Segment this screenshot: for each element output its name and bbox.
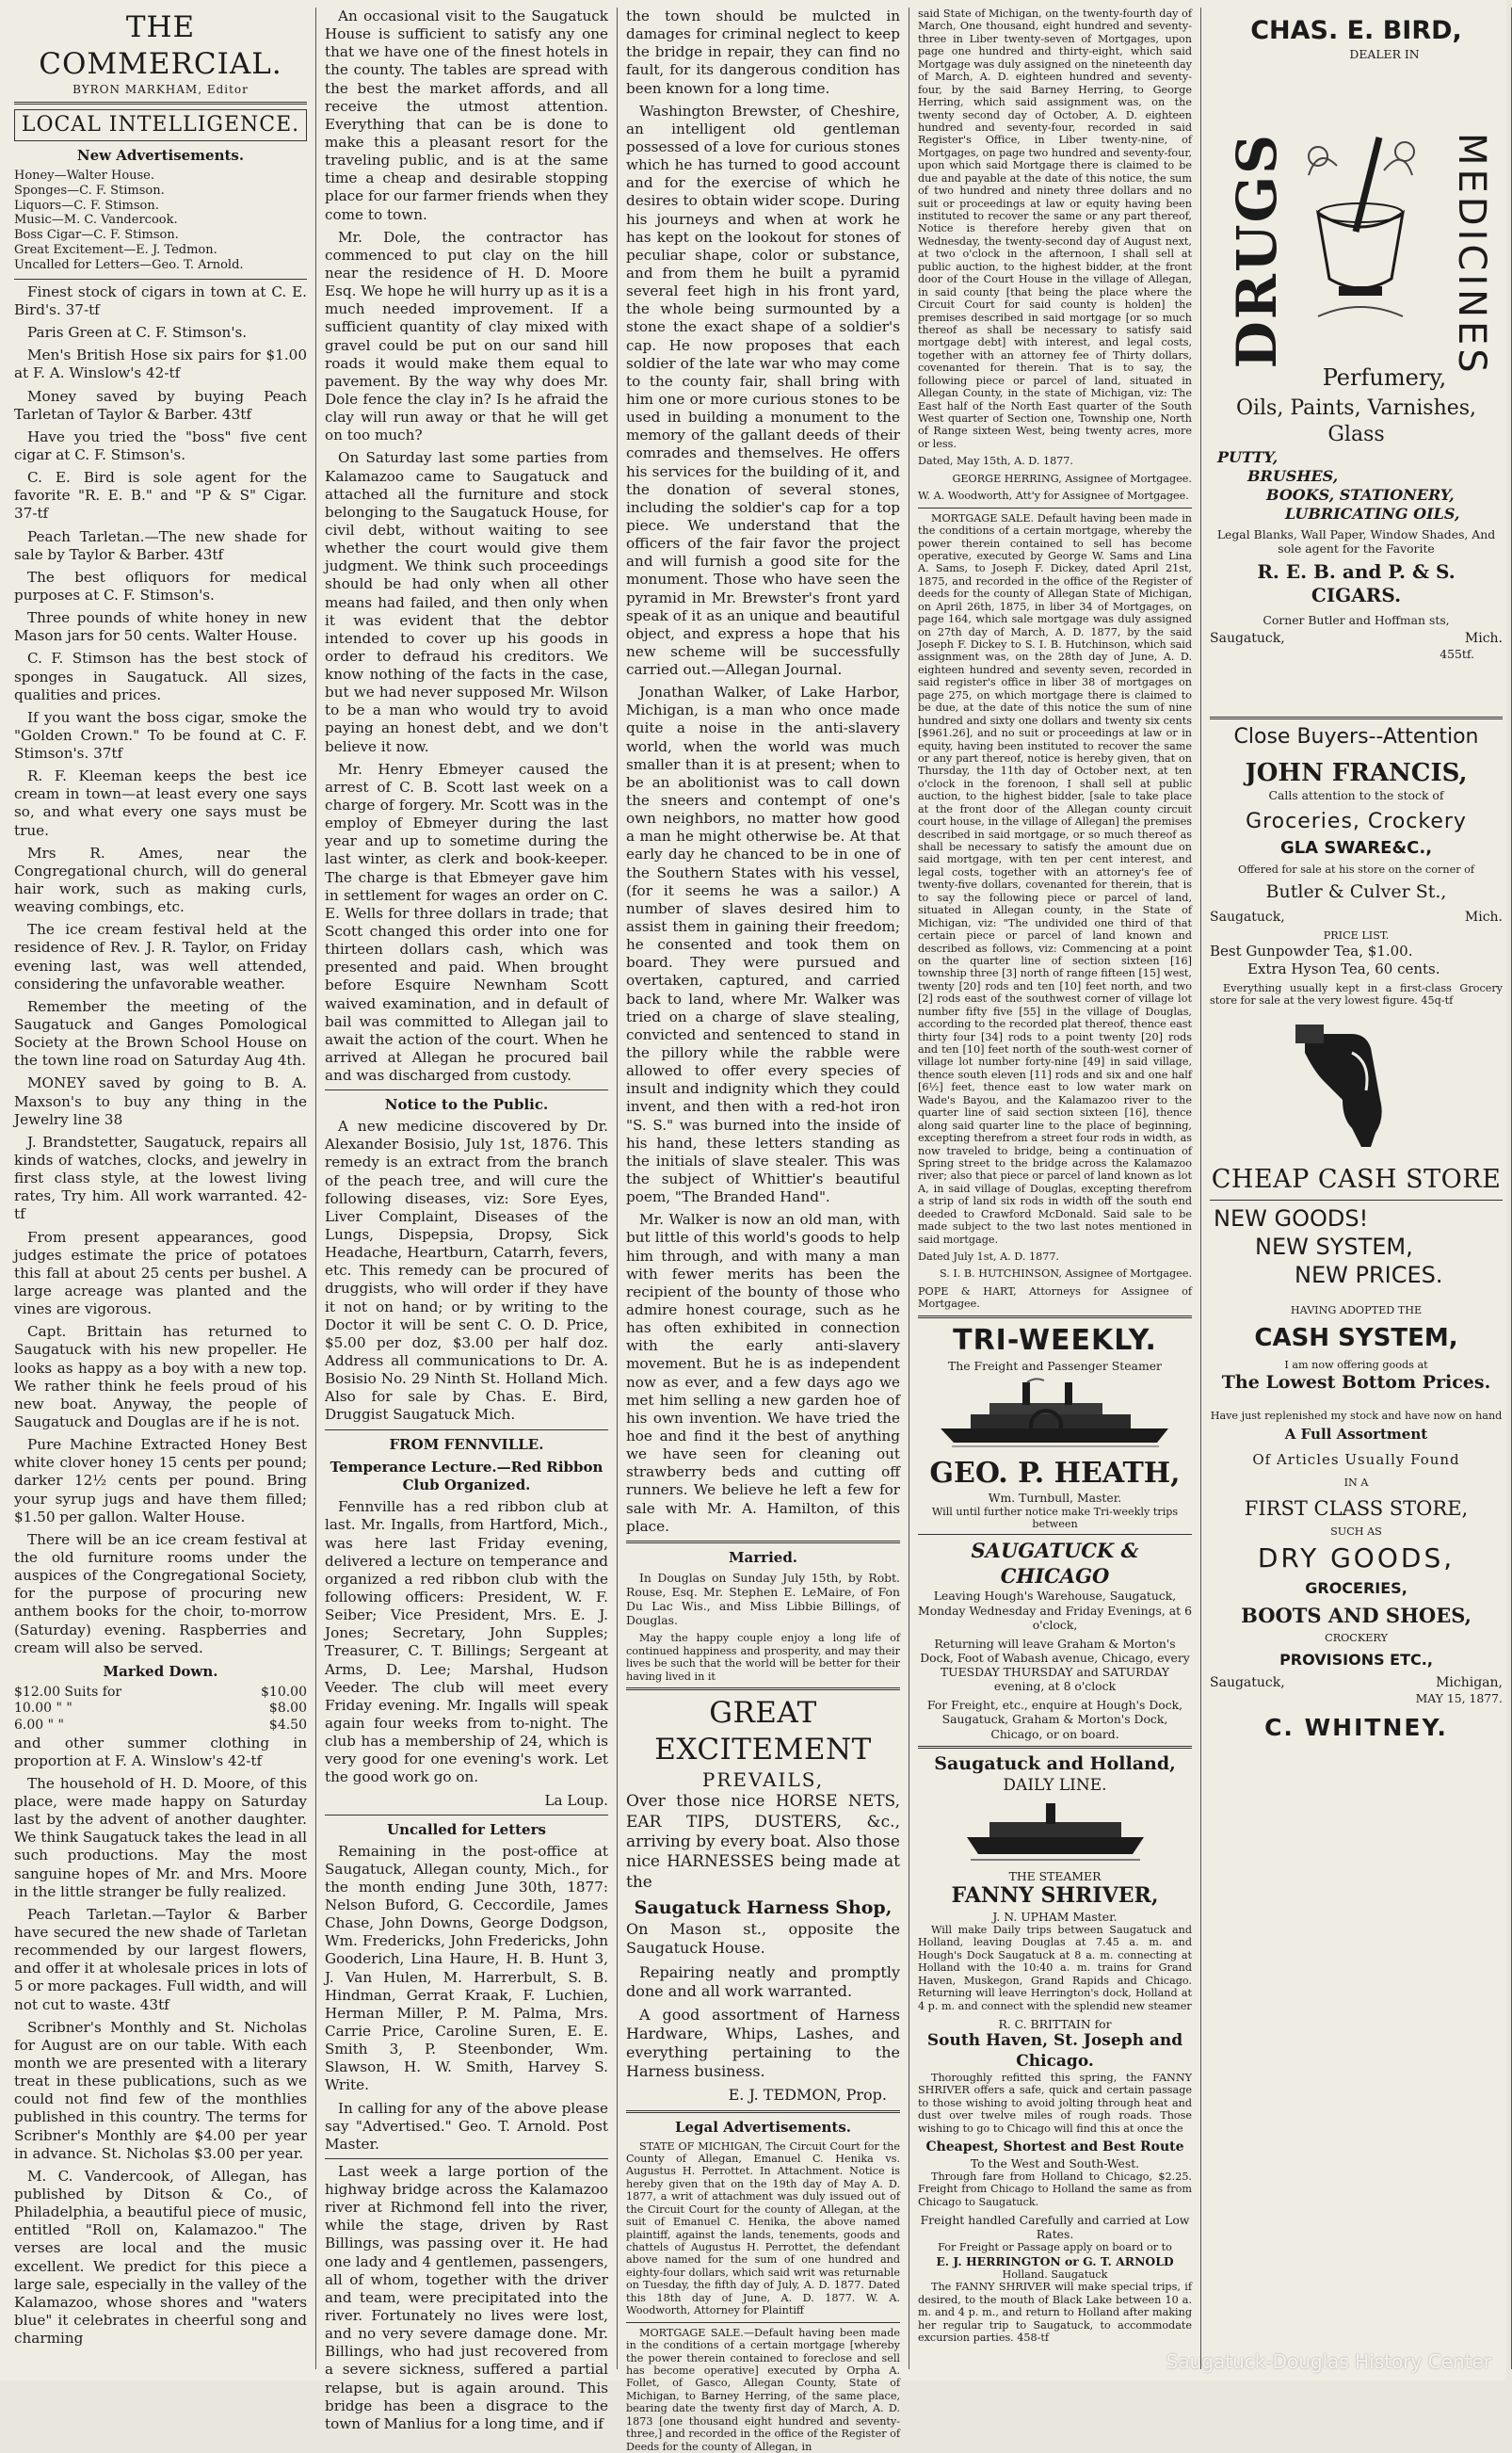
lowest-prices: The Lowest Bottom Prices. — [1221, 1371, 1491, 1393]
cigars-label: CIGARS. — [1311, 583, 1402, 606]
steamer-notice: Will until further notice make Tri-weekly trips between — [931, 1505, 1179, 1531]
local-item: C. E. Bird is sole agent for the favorite "R. E. B." and "P & S" Cigar. 37-tf — [14, 469, 307, 523]
local-item: Men's British Hose six pairs for $1.00 at F. A. Winslow's 42-tf — [14, 347, 307, 382]
mortgage2-dated: Dated July 1st, A. D. 1877. — [918, 1251, 1059, 1263]
local-item: There will be an ice cream festival at the old furniture rooms under the auspices of the Congregational Society, for the purpose of procuring new anthem books for the choir, to-morrow (Saturday) evening. Raspberries and cream will also be served. — [14, 1530, 307, 1656]
news-item: An occasional visit to the Saugatuck House is sufficient to satisfy any one that we have one of the finest hotels in the county. The tables are spread with the best the market affords, and all receive the utmost attention. Everything that can be is done to make this a pleasant resort for the traveling public, and is at the same time a cheap and desirable stopping place for our farmer friends when they come to town. — [325, 8, 608, 223]
local-item: The best ofliquors for medical purposes at C. F. Stimson's. — [14, 568, 307, 604]
bird-ref: 455tf. — [1440, 647, 1474, 662]
fennville-body: Fennville has a red ribbon club at last. Mr. Ingalls, from Hartford, Mich., was here last Friday evening, delivered a lecture on temperance and organized a red ribbon club with the following officers: President, W. F. Seiber; Vice President, Mrs. E. J. Jones; Secretary, John Supples; Treasurer, C. T. Billings; Sergeant at Arms, D. Lee; Marshal, Hudson Veeder. The club will meet every Friday evening. Mr. Ingalls will speak again four weeks from to-night. The club has a membership of 24, which is very good for one evening's work. Let the good work go on. — [325, 1498, 608, 1786]
legal-attach: STATE OF MICHIGAN, The Circuit Court for the County of Allegan, Emanuel C. Henika vs. Augustus H. Perrottet. In Attachment. Notice is hereby given that on the 19th day of May A. D. 1877, a writ of attachment was duly issued out of the Circuit Court for the county of Allegan, at the suit of Emanuel C. Henika, the above named plaintiff, against the lands, tenements, goods and chattels of Augustus H. Perrottet, the defendant above named for the sum of one hundred and eighty-four dollars, which said writ was returnable on Tuesday, the fifth day of July, A. D. 1877. Dated this 18th day of June, A. D. 1877. W. A. Woodworth, Attorney for Plaintiff — [626, 2139, 900, 2317]
divider — [918, 1315, 1192, 1318]
new-ad-item: Honey—Walter House. — [14, 168, 155, 183]
crockery: CROCKERY — [1325, 1632, 1388, 1645]
fare: Through fare from Holland to Chicago, $2.25. Freight from Chicago to Holland the same as from Chicago to Saugatuck. — [918, 2170, 1192, 2208]
local-item: J. Brandstetter, Saugatuck, repairs all kinds of watches, clocks, and jewelry in first class style, at the lowest living rates, Try him. All work warranted. 42-tf — [14, 1133, 307, 1223]
whitney-location — [1210, 1675, 1503, 1691]
price-list: PRICE LIST. — [1323, 929, 1390, 943]
medicines-vertical: MEDICINES — [1450, 133, 1493, 377]
notice-body: A new medicine discovered by Dr. Alexander Bosisio, July 1st, 1876. This remedy is an extract from the branch of the peach tree, and will cure the following diseases, viz: Sore Eyes, Liver Complaint, Diseases of the Lungs, Dispepsia, Dropsy, Sick Headache, Heartburn, Catarrh, fevers, etc. This remedy can be procured of druggists, who will order if they have it not on hand; or by writing to the Doctor it will be sent C. O. D. Price, $5.00 per doz, $3.00 per half doz. Address all communications to Dr. A. Bosisio No. 29 Ninth St. Holland Mich. Also for sale by Chas. E. Bird, Druggist Saugatuck Mich. — [325, 1118, 608, 1424]
whitney-state: Michigan, — [1436, 1674, 1503, 1690]
legal-cont: said State of Michigan, on the twenty-fourth day of March, One thousand, eight hundred and seventy-three in Liber twenty-seven of Mortgages, upon page one hundred and thirty-eight, which said Mortgage was duly assigned on the nineteenth day of March, A. D. eighteen hundred and seventy-four, by the said Barney Herring, to George Herring, which said assignment was, on the twenty second day of October, A. D. eighteen hundred and seventy-four, recorded in said Register's Office, in Liber twenty-nine, of Mortgages, on page two hundred and seventy-four, upon which said Mortgage there is claimed to be due and payable at the date of this notice, the sum of two hundred and ninety three dollars and no suit or proceedings at law or equity having been instituted to recover the same or any part thereof, Notice is therefore hereby given that on Wednesday, the twenty-second day of August next, at two o'clock in the afternoon, I shall sell at public auction, to the highest bidder, at the front door of the Court House in the village of Allegan, in said county [that being the place where the Circuit Court for said county is holden] the premises described in said mortgage [or so much thereof as shall be necessary to satisfy said mortgage debt] with interest, and legal costs, together with an attorney fee of Thirty dollars, covenanted for therein. That is to say, the following piece or parcel of land, situated in Allegan County, in the state of Michigan, viz: The East half of the North East quarter of the South West quarter of Section one, Township one, North of Range sixteen West, being twenty acres, more or less. — [918, 8, 1192, 450]
whitney-name: C. WHITNEY. — [1264, 1714, 1448, 1742]
bird-state: Mich. — [1464, 631, 1503, 647]
mortgage2-sign: S. I. B. HUTCHINSON, Assignee of Mortgagee. — [940, 1267, 1192, 1281]
steamer-label: The Freight and Passenger Steamer — [948, 1358, 1162, 1373]
local-item: Peach Tarletan.—Taylor & Barber have secured the new shade of Tarletan recommended by our largest flowers, and offer it at wholesale prices in lots of 5 or more packages. Full width, and will not cut to waste. 43tf — [14, 1905, 307, 2013]
legal-mortgage: MORTGAGE SALE.—Default having been made in the conditions of a certain mortgage [whereby the power therein contained to foreclose and sell has become operative] executed by Orpha A. Follet, of Gasco, Allegan County, State of Michigan, to Barney Herring, of the same place, bearing date the twenty first day of March, A. D. 1873 [one thousand eight hundred and seventy-three,] and recorded in the office of the Register of Deeds for the county of Allegan, in — [626, 2326, 900, 2453]
masthead-title: THE COMMERCIAL. — [39, 10, 282, 82]
books: BOOKS, STATIONERY, — [1266, 485, 1455, 504]
new-ads-heading: New Advertisements. — [76, 146, 245, 164]
local-item: Pure Machine Extracted Honey Best white clover honey 15 cents per pound; darker 12½ cents per pound. Bring your syrup jugs and have them filled; $1.50 per gallon. Walter House. — [14, 1436, 307, 1525]
local-item: Three pounds of white honey in new Mason jars for 50 cents. Walter House. — [14, 609, 307, 645]
ad-great-body: A good assortment of Harness Hardware, Whips, Lashes, and everything pertaining to the Harness business. — [626, 2005, 900, 2081]
news-item: Mr. Dole, the contractor has commenced to put clay on the hill near the residence of H. D. Moore Esq. We hope he will hurry up as it is a much needed improvement. If a sufficient quantity of clay mixed with gravel could be put on our sand hill roads it would make them equal to pavement. By the way why does Mr. Dole fence the clay in? Is he afraid the clay will run away or that he will get on too much? — [325, 228, 608, 444]
bird-lines — [1210, 363, 1503, 661]
in-a: IN A — [1343, 1477, 1369, 1490]
local-item: Remember the meeting of the Saugatuck and Ganges Pomological Society at the Brown School House on the town line road on Saturday Aug 4th. — [14, 997, 307, 1070]
column-3 — [618, 8, 909, 2453]
agents: E. J. HERRINGTON or G. T. ARNOLD — [936, 2253, 1174, 2268]
mortar-pestle-icon — [1290, 119, 1431, 335]
local-item: M. C. Vandercook, of Allegan, has published by Ditson & Co., of Philadelphia, a beautiful piece of music, entitled "Roll on, Kalamazoo." The verses are local and the music excellent. We predict for this piece a large sale, especially in the valley of the Kalamazoo, whose shores and "waters blue" it celebrates in cheerful song and charming — [14, 2167, 307, 2348]
ad-great-title: GREAT EXCITEMENT — [654, 1695, 872, 1767]
section-heading-local: LOCAL INTELLIGENCE. — [14, 109, 307, 141]
divider — [14, 279, 307, 280]
local-item: C. F. Stimson has the best stock of sponges in Saugatuck. All sizes, qualities and prices. — [14, 650, 307, 703]
bird-ad — [1210, 15, 1503, 712]
local-item: If you want the boss cigar, smoke the "Golden Crown." To be found at C. F. Stimson's. 37tf — [14, 708, 307, 763]
price-row — [14, 1701, 307, 1718]
letters-body: Remaining in the post-office at Saugatuck, Allegan county, Mich., for the month ending June 30th, 1877: Nelson Buford, G. Ceccordile, James Chase, John Downs, George Dodgson, Wm. Fredericks, John Fredericks, John Gooderich, Lina Haure, H. B. Hunt 3, J. Van Hulen, M. Harrerbult, S. B. Hindman, Gerrat Kraak, F. Luchien, Herman Miller, P. M. Palma, Mrs. Carrie Price, Caroline Suren, E. E. Smith 3, P. Steenbonder, Wm. Slawson, H. W. Smith, Harvey S. Write. — [325, 1842, 608, 2094]
married-heading: Married. — [728, 1548, 798, 1566]
marked-down-tail: and other summer clothing in proportion at F. A. Winslow's 42-tf — [14, 1734, 307, 1769]
local-item: Finest stock of cigars in town at C. E. Bird's. 37-tf — [14, 282, 307, 318]
whitney-town: Saugatuck, — [1210, 1674, 1285, 1690]
archive-watermark: Saugatuck-Douglas History Center — [1166, 2350, 1491, 2373]
divider — [626, 2110, 900, 2113]
divider — [1210, 717, 1503, 719]
legal-dated: Dated, May 15th, A. D. 1877. — [918, 455, 1073, 468]
steamer-master: Wm. Turnbull, Master. — [988, 1491, 1122, 1506]
divider — [626, 2322, 900, 2323]
apply: For Freight or Passage apply on board or to — [938, 2241, 1172, 2254]
bird-dealer: DEALER IN — [1349, 47, 1420, 62]
first-class-store: FIRST CLASS STORE, — [1244, 1497, 1469, 1521]
francis-town: Saugatuck, — [1210, 910, 1285, 926]
francis-calls: Calls attention to the stock of — [1268, 788, 1444, 803]
bird-name: CHAS. E. BIRD, — [1250, 16, 1462, 45]
steamboat-icon — [933, 1377, 1178, 1452]
new-prices: NEW PRICES. — [1295, 1262, 1443, 1289]
divider — [325, 1815, 608, 1816]
legal-heading: Legal Advertisements. — [674, 2118, 852, 2136]
route-body: Leaving Hough's Warehouse, Saugatuck, Monday Wednesday and Friday Evenings, at 6 o'clock, — [918, 1589, 1192, 1632]
fennville-heading: FROM FENNVILLE. — [389, 1435, 544, 1453]
local-item: The household of H. D. Moore, of this place, were made happy on Saturday last by the advent of another daughter. We think Saugatuck takes the lead in all such productions. May the most sanguine hopes of Mr. and Mrs. Moore in the little stranger be fully realized. — [14, 1774, 307, 1900]
brushes: BRUSHES, — [1247, 466, 1339, 485]
ad-great-signature: E. J. TEDMON, Prop. — [728, 2086, 887, 2105]
new-goods: NEW GOODS! — [1214, 1204, 1369, 1232]
local-item: Mrs R. Ames, near the Congregational church, will do general hair work, such as making curls, weaving combings, etc. — [14, 844, 307, 916]
tea-price-2: Extra Hyson Tea, 60 cents. — [1247, 960, 1440, 977]
divider — [325, 1429, 608, 1430]
route-return: Returning will leave Graham & Morton's Dock, Foot of Wabash avenue, Chicago, every TUESDAY THURSDAY and SATURDAY evening, at 8 o'clock — [920, 1636, 1190, 1694]
price-row — [14, 1718, 307, 1735]
pointing-hand-icon — [1286, 1015, 1427, 1156]
putty: PUTTY, — [1217, 447, 1279, 466]
route-title: SAUGATUCK & CHICAGO — [971, 1539, 1139, 1588]
divider — [325, 2158, 608, 2159]
temperance-heading: Temperance Lecture.—Red Ribbon Club Organized. — [330, 1459, 603, 1494]
column-2 — [316, 8, 618, 2432]
marked-down-heading: Marked Down. — [103, 1662, 218, 1680]
steamer-name: GEO. P. HEATH, — [929, 1456, 1181, 1490]
cash-system: CASH SYSTEM, — [1254, 1323, 1458, 1352]
francis-state: Mich. — [1464, 910, 1503, 926]
new-ad-item: Liquors—C. F. Stimson. — [14, 198, 159, 213]
reb-cigars: R. E. B. and P. & S. — [1257, 559, 1456, 583]
fanny-tail: The FANNY SHRIVER will make special trips, if desired, to the mouth of Black Lake between 10 a. m. and 4 p. m., and return to Holland after making her regular trip to Saugatuck, to accommodate excursion parties. 458-tf — [918, 2281, 1192, 2345]
cheapest-route: Cheapest, Shortest and Best Route — [925, 2139, 1184, 2155]
ad-great-prevails: PREVAILS, — [701, 1768, 825, 1792]
price-item: 6.00 " " — [14, 1717, 64, 1733]
local-item: Money saved by buying Peach Tarletan of Taylor & Barber. 43tf — [14, 387, 307, 423]
new-ad-item: Music—M. C. Vandercook. — [14, 213, 178, 228]
divider — [626, 1687, 900, 1690]
holland-daily: DAILY LINE. — [1003, 1775, 1107, 1795]
francis-location — [1210, 910, 1503, 926]
divider — [626, 1541, 900, 1543]
masthead-editor: BYRON MARKHAM, Editor — [72, 83, 249, 97]
full-assortment: A Full Assortment — [1284, 1426, 1428, 1444]
articles-usually: Of Articles Usually Found — [1252, 1451, 1460, 1469]
news-item: Washington Brewster, of Cheshire, an intelligent old gentleman possessed of a love for curious stones which he has turned to good account and for the exercise of which he desires to obtain wider scope. During his journeys and when at work he has kept on the lookout for stones of peculiar shape, color or substance, and from them he built a pyramid several feet high in his front yard, the whole being surmounted by a stone the exact shape of a soldier's cap. He now proposes that each soldier of the late war who may come to the county fair, shall bring with him one or more curious stones to be used in building a monument to the memory of the gallant deeds of their comrades and themselves. He offers his services for the building of it, and the donation of several stones, including the soldier's cap for a top piece. We understand that the officers of the fair favor the project and will furnish a good site for the monument. Those who have seen the pyramid in Mr. Brewster's front yard speak of it as an unique and beautiful object, and express a hope that his new scheme will be successfully carried out.—Allegan Journal. — [626, 102, 900, 679]
such-as: SUCH AS — [1330, 1525, 1382, 1538]
south-haven-body: Thoroughly refitted this spring, the FANNY SHRIVER offers a safe, quick and certain passage to those wishing to avoid jolting through heat and dust over twelve miles of rough roads. Those wishing to go to Chicago will find this at once the — [918, 2071, 1192, 2135]
boots-shoes: BOOTS AND SHOES, — [1241, 1603, 1472, 1627]
francis-name: JOHN FRANCIS, — [1245, 758, 1468, 787]
married-body: In Douglas on Sunday July 15th, by Robt. Rouse, Esq. Mr. Stephen E. LeMaire, of Fon Du Lac Wis., and Miss Libbie Billings, of Douglas. — [626, 1570, 900, 1628]
ad-great-body: On Mason st., opposite the Saugatuck House. — [626, 1920, 900, 1958]
provisions: PROVISIONS ETC., — [1279, 1650, 1433, 1669]
perfumery: Perfumery, — [1322, 364, 1447, 391]
local-item: MONEY saved by going to B. A. Maxson's to buy any thing in the Jewelry line 38 — [14, 1074, 307, 1128]
new-ad-item: Uncalled for Letters—Geo. T. Arnold. — [14, 257, 244, 272]
local-item: The ice cream festival held at the residence of Rev. J. R. Taylor, on Friday evening last, was well attended, considering the unfavorable weather. — [14, 921, 307, 992]
column-1 — [6, 8, 316, 2369]
price-value: $8.00 — [268, 1701, 307, 1717]
glassware: GLA SWARE&C., — [1279, 838, 1433, 859]
mortgage2-body: MORTGAGE SALE. Default having been made in the conditions of a certain mortgage, whereby the power therein contained to sell has become operative, executed by George W. Sams and Lina A. Sams, to Joseph F. Dickey, dated April 21st, 1875, and recorded in the office of the Register of deeds for the county of Allegan State of Michigan, on April 26th, 1875, in liber 34 of Mortgages, on page 164, which sale mortgage was duly assigned on 27th day of March, A. D. 1877, by the said Joseph F. Dickey to S. I. B. Hutchinson, which said assignment was, on the 28th day of June, A. D. eighteen hundred and seventy seven, recorded in said register's office in liber 38 of mortgages on page 275, on which mortgage there is claimed to be due, at the date of this notice the sum of nine hundred and sixty one dollars and twenty six cents [$961.26], and no suit or proceedings at law or in equity, having been instituted to recover the same or any part thereof, notice is hereby given, that on Thursday, the 11th day of October next, at ten o'clock in the forenoon, I shall sell at public auction, to the highest bidder, [sale to take place at the front door of the Allegan county circuit court house, in the village of Allegan] the premises described in said mortgage, or so much thereof as shall be necessary to satisfy the amount due on said mortgage, with ten per cent interest, and legal costs, together with an attorney's fee of twenty-five dollars, covenanted for therein, that is to say the following piece or parcel of land, situated in Allegan county, in the State of Michigan, viz: "The undivided one third of that certain piece or parcel of land known and described as follows, viz: Commencing at a point on the quarter line of section sixteen [16] township three [3] north of range fifteen [15] west, twenty [20] rods and ten [10] feet north, and two [2] rods east of the southwest corner of village lot number fifty five [55] in the village of Douglas, according to the recorded plat thereof, thence east thirty four [34] rods to a point twenty [20] rods and ten [10] feet north of the south-west corner of village lot number forty-nine [49] in said village, thence south eleven [11] rods and six and one half [6½] feet, thence east to low water mark on Wade's Bayou, and the Kalamazoo river to the quarter line of said section sixteen [16], thence along said quarter line to the place of beginning, excepting therefrom a street four rods in width, as now traveled to bridge, being a continuation of Spring street to the bridge across the Kalamazoo river; also that piece or parcel of land known as lot A, in said village of Douglas, excepting therefrom a strip of land six rods in width off the south end deeded to Crawford McDonald. Said sale to be made subject to the two last notes mentioned in said mortgage. — [918, 511, 1192, 1246]
offering: I am now offering goods at — [1284, 1359, 1428, 1372]
new-system: NEW SYSTEM, — [1255, 1233, 1413, 1260]
local-item: From present appearances, good judges estimate the price of potatoes this fall at about 25 cents per bushel. A large acreage was planted and the vines are vigorous. — [14, 1228, 307, 1318]
steamer-icon — [961, 1799, 1150, 1865]
south-haven: South Haven, St. Joseph and Chicago. — [926, 2031, 1183, 2071]
ad-great-body: Over those nice HORSE NETS, EAR TIPS, DUSTERS, &c., arriving by every boat. Also those nice HARNESSES being made at the — [626, 1792, 900, 1892]
divider — [325, 1089, 608, 1090]
drugs-vertical: DRUGS — [1225, 133, 1289, 369]
having-adopted: HAVING ADOPTED THE — [1290, 1304, 1423, 1317]
local-item: Paris Green at C. F. Stimson's. — [27, 324, 248, 342]
close-buyers: Close Buyers--Attention — [1233, 725, 1479, 749]
price-value: $10.00 — [261, 1684, 307, 1700]
ad-great-body: Repairing neatly and promptly done and all work warranted. — [626, 1962, 900, 2000]
ad-great-shop: Saugatuck Harness Shop, — [634, 1897, 893, 1919]
news-item: the town should be mulcted in damages for criminal neglect to keep the bridge in repair, they can find no fault, for its dangerous condition has been known for a long time. — [626, 8, 900, 97]
news-item: Jonathan Walker, of Lake Harbor, Michigan, is a man who once made quite a noise in the anti-slavery world, when the world was much smaller than it is at present; when to be an abolitionist was to call down the sneers and contempt of one's own neighbors, no matter how good a man he might otherwise be. At that early day he chanced to be in one of the Southern States with his vessel, (for it seems he was a sailor.) A number of slaves desired him to assist them in gaining their freedom; he consented and took them on board. They were pursued and overtaken, captured, and carried back to land, where Mr. Walker was tried on a charge of slave stealing, convicted and sentenced to stand in the pillory while the rabble were allowed to offer every species of insult and indignity which they could invent, and then with a red-hot iron "S. S." was burned into the inside of his hand, these letters standing as the initials of slave stealer. This was the subject of Whittier's beautiful poem, "The Branded Hand". — [626, 684, 900, 1206]
tea-price-1: Best Gunpowder Tea, $1.00. — [1210, 942, 1413, 960]
price-item: 10.00 " " — [14, 1701, 72, 1717]
francis-everything: Everything usually kept in a first-class Grocery store for sale at the very lowest figure. 45q-tf — [1210, 981, 1503, 1008]
divider — [1210, 1200, 1503, 1201]
divider — [918, 1746, 1192, 1749]
column-4 — [909, 8, 1201, 2369]
groceries-crockery: Groceries, Crockery — [1246, 809, 1467, 833]
fennville-signature: La Loup. — [544, 1791, 608, 1809]
fanny-label: THE STEAMER — [1008, 1868, 1102, 1883]
whitney-date: MAY 15, 1877. — [1415, 1690, 1503, 1705]
divider — [14, 102, 307, 105]
letters-call: In calling for any of the above please say "Advertised." Geo. T. Arnold. Post Master. — [325, 2099, 608, 2153]
letters-heading: Uncalled for Letters — [387, 1820, 546, 1838]
harness-ad — [626, 1695, 900, 2106]
local-item: R. F. Kleeman keeps the best ice cream in town—at least every one says so, and what every one says must be true. — [14, 767, 307, 839]
bridge-item: Last week a large portion of the highway bridge across the Kalamazoo river at Richmond fell into the river, while the stage, driven by Rast Billings, was passing over it. He had one lady and 4 gentlemen, passengers, all of whom, together with the driver and team, were precipitated into the river. Fortunately no lives were lost, and no very severe damage done. Mr. Billings, who had just recovered from a severe sickness, suffered a partial relapse, but is again around. This bridge has been a disgrace to the town of Manlius for a long time, and if — [325, 2162, 608, 2432]
agents-location: Holland. Saugatuck — [1002, 2268, 1108, 2281]
cheap-cash-store: CHEAP CASH STORE — [1211, 1164, 1502, 1194]
dry-goods: DRY GOODS, — [1257, 1542, 1456, 1574]
butler-culver: Butler & Culver St., — [1265, 881, 1447, 903]
local-item: Capt. Brittain has returned to Saugatuck with his new propeller. He looks as happy as a boy with a new top. We rather think he feels proud of his new boat. Anyway, the people of Saugatuck and Douglas are if he is not. — [14, 1323, 307, 1430]
price-value: $4.50 — [268, 1717, 307, 1733]
fanny-brittain: R. C. BRITTAIN for — [998, 2017, 1112, 2031]
francis-offered: Offered for sale at his store on the corner of — [1237, 863, 1474, 876]
bird-location — [1210, 631, 1503, 647]
local-item: Scribner's Monthly and St. Nicholas for August are on our table. With each month we are presented with a literary treat in these publications, such as we could not find few of the monthlies published in this country. The terms for Scribner's Monthly are $4.00 per year in advance. St. Nicholas $3.00 per year. — [14, 2018, 307, 2162]
local-item: Peach Tarletan.—The new shade for sale by Taylor & Barber. 43tf — [14, 527, 307, 563]
route-freight: For Freight, etc., enquire at Hough's Dock, Saugatuck, Graham & Morton's Dock, Chicago, or on board. — [926, 1698, 1183, 1741]
holland-title: Saugatuck and Holland, — [934, 1752, 1176, 1774]
replenished: Have just replenished my stock and have now on hand — [1210, 1409, 1503, 1422]
legal-attorney: W. A. Woodworth, Att'y for Assignee of Mortgagee. — [918, 490, 1189, 503]
west-route: To the West and South-West. — [970, 2155, 1140, 2171]
groceries-2: GROCERIES, — [1305, 1578, 1407, 1597]
bird-town: Saugatuck, — [1210, 631, 1285, 647]
column-5 — [1201, 8, 1512, 2369]
news-item: On Saturday last some parties from Kalamazoo came to Saugatuck and attached all the furniture and stock belonging to the Saugatuck House, for civil debt, without waiting to see whether the court would give them judgment. We think such proceedings should be had only when all other means had failed, and then only when it was evident that the debtor intended to cover up his goods in order to defraud his creditors. We know nothing of the facts in the case, but we had never supposed Mr. Wilson to be a man who would try to avoid paying an honest debt, and we don't believe it now. — [325, 449, 608, 755]
divider — [918, 1534, 1192, 1535]
fanny-name: FANNY SHRIVER, — [951, 1883, 1159, 1909]
married-wish: May the happy couple enjoy a long life of continued happiness and prosperity, and may their lives be such that the world will be better for their having lived in it — [626, 1632, 900, 1683]
price-item: $12.00 Suits for — [14, 1684, 122, 1700]
news-item: Mr. Henry Ebmeyer caused the arrest of C. B. Scott last week on a charge of forgery. Mr. Scott was in the employ of Ebmeyer during the last year and up to sometime during the last winter, as clerk and book-keeper. The charge is that Ebmeyer gave him in settlement for wages an order on C. E. Wells for three dollars in trade; that Scott changed this order into one for thirteen dollars cash, which was presented and paid. When brought before Esquire Newnham Scott waived examination, and in default of bail was committed to Allegan jail to await the action of the court. When he arrived at Allegan he procured bail and was discharged from custody. — [325, 760, 608, 1085]
oils: Oils, Paints, Varnishes, Glass — [1235, 396, 1477, 446]
fanny-master: J. N. UPHAM Master. — [992, 1909, 1118, 1924]
price-row — [14, 1685, 307, 1702]
lubricating: LUBRICATING OILS, — [1285, 505, 1460, 524]
triweekly-title: TRI-WEEKLY. — [953, 1323, 1157, 1357]
mortgage2-attorney: POPE & HART, Attorneys for Assignee of Mortgagee. — [918, 1284, 1192, 1311]
corner: Corner Butler and Hoffman sts, — [1263, 612, 1450, 627]
new-ad-item: Sponges—C. F. Stimson. — [14, 183, 165, 198]
news-item: Mr. Walker is now an old man, with but little of this world's goods to help him through, and with many a man with fewer merits has been the recipient of the bounty of those who admire honest courage, such as he has often exhibited in connection with the early anti-slavery movement. But he is as independent now as ever, and a few days ago we met him selling a new garden hoe of his own invention. We have tried the hoe and find it the best of anything we have seen for cleaning out strawberry beds and cutting off runners. We believe he left a few for sale with Mr. A. Hamilton, of this place. — [626, 1211, 900, 1535]
notice-heading: Notice to the Public. — [384, 1096, 549, 1114]
local-item: Have you tried the "boss" five cent cigar at C. F. Stimson's. — [14, 428, 307, 463]
freight-low: Freight handled Carefully and carried at Low Rates. — [920, 2213, 1190, 2242]
legal-blanks: Legal Blanks, Wall Paper, Window Shades, And sole agent for the Favorite — [1216, 527, 1496, 557]
legal-sign: GEORGE HERRING, Assignee of Mortgagee. — [952, 472, 1192, 485]
new-ad-item: Great Excitement—E. J. Tedmon. — [14, 243, 217, 258]
fanny-body: Will make Daily trips between Saugatuck and Holland, leaving Douglas at 7.45 a. m. and Hough's Dock Saugatuck at 8 a. m. connecting at Holland with the 10:40 a. m. trains for Grand Haven, Muskegon, Grand Rapids and Chicago. Returning will leave Herrington's dock, Holland at 4 p. m. and connect with the splendid new steamer — [918, 1923, 1192, 2012]
new-ads-list — [14, 169, 307, 273]
new-ad-item: Boss Cigar—C. F. Stimson. — [14, 228, 179, 243]
